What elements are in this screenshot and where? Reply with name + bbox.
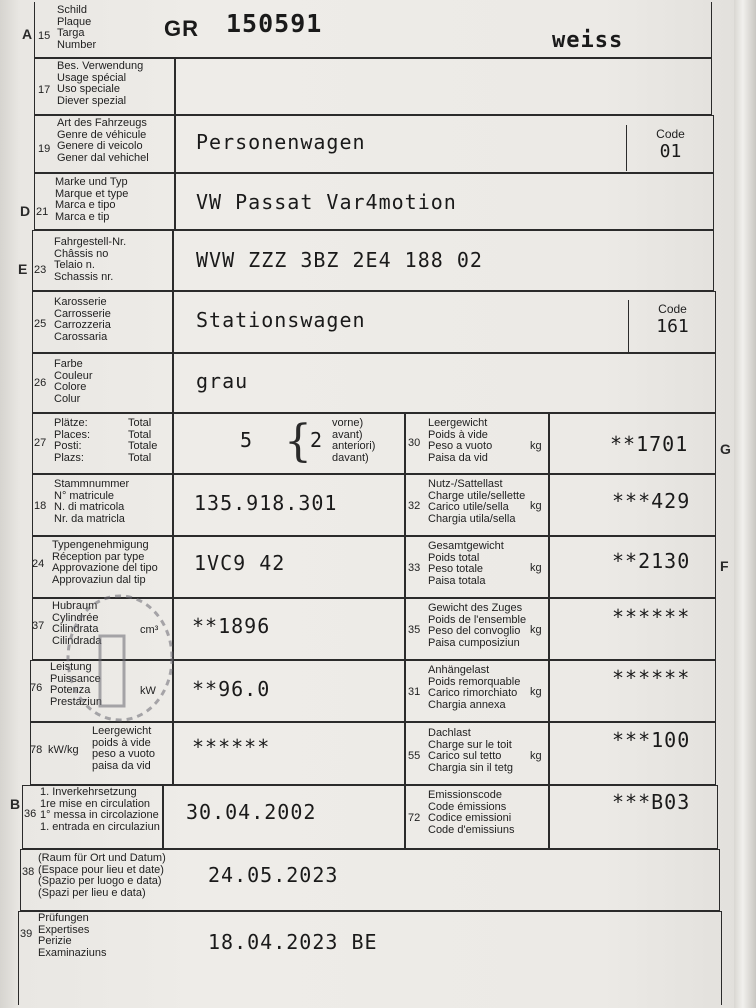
unit-kg: kg (530, 624, 542, 636)
plate-number: 150591 (226, 9, 323, 38)
displacement-value: **1896 (192, 614, 271, 638)
code-label: Code (658, 302, 687, 316)
side-letter-d: D (20, 203, 31, 219)
payload-value: ***429 (612, 489, 691, 513)
field-number-23: 23 (34, 264, 47, 276)
power-label: Leistung Puissance Potenza Prestaziun (50, 661, 102, 708)
displacement-label: Hubraum Cylindrée Cilindrata Cilindrada (52, 600, 102, 647)
divider (172, 291, 174, 353)
unit-kw-per-kg: kW/kg (48, 744, 79, 756)
seats-total: 5 (240, 428, 254, 452)
total-weight-value: **2130 (612, 549, 691, 573)
body-code-box (628, 300, 716, 352)
seats-label: Plätze: Places: Posti: Plazs: (54, 417, 91, 464)
chassis-label: Fahrgestell-Nr. Châssis no Telaio n. Schassis nr. (54, 236, 127, 283)
vehicle-kind-label: Art des Fahrzeugs Genre de véhicule Genere di veicolo Gener dal vehichel (57, 117, 149, 164)
field-number-17: 17 (38, 84, 51, 96)
field-number-39: 39 (20, 928, 33, 940)
seats-total-label: Total Total Totale Total (128, 417, 158, 464)
field-number-19: 19 (38, 143, 51, 155)
field-number-76: 76 (30, 682, 43, 694)
divider (162, 785, 164, 849)
side-letter-e: E (18, 261, 28, 277)
type-approval-value: 1VC9 42 (194, 551, 286, 575)
plate-canton: GR (164, 16, 199, 41)
inspections-label: Prüfungen Expertises Perizie Examinaziuns (38, 912, 107, 959)
field-number-32: 32 (408, 500, 421, 512)
unit-cm3: cm³ (140, 624, 159, 636)
code-label: Code (656, 127, 685, 141)
registry-number-value: 135.918.301 (194, 491, 338, 515)
unit-kg: kg (530, 686, 542, 698)
divider (174, 115, 176, 173)
power-value: **96.0 (192, 677, 271, 701)
field-number-55: 55 (408, 750, 421, 762)
divider (172, 353, 174, 413)
power-ratio-label: Leergewicht poids à vide peso a vuoto paisa da vid (92, 725, 155, 772)
power-ratio-value: ****** (192, 735, 271, 759)
field-number-38: 38 (22, 866, 35, 878)
empty-weight-value: **1701 (610, 432, 689, 456)
field-number-30: 30 (408, 437, 421, 449)
seats-front-label: vorne) avant) anteriori) davant) (332, 417, 376, 464)
chassis-value: WVW ZZZ 3BZ 2E4 188 02 (196, 248, 483, 272)
body-code: 161 (656, 316, 689, 337)
make-type-value: VW Passat Var4motion (196, 190, 457, 214)
color-row (32, 353, 716, 413)
emission-code-value: ***B03 (612, 790, 691, 814)
inspections-value: 18.04.2023 BE (208, 930, 378, 954)
inspections-row (18, 911, 722, 1005)
first-registration-label: 1. Inverkehrsetzung 1re mise en circulation 1° messa in circolazione 1. entrada en circulaziun (40, 786, 160, 833)
trailer-load-label: Anhängelast Poids remorquable Carico rimorchiato Chargia annexa (428, 664, 521, 711)
color-value: grau (196, 369, 249, 393)
field-number-21: 21 (36, 206, 49, 218)
total-weight-label: Gesamtgewicht Poids total Peso totale Paisa totala (428, 540, 504, 587)
field-number-18: 18 (34, 500, 47, 512)
train-weight-value: ****** (612, 605, 691, 629)
first-registration-value: 30.04.2002 (186, 800, 317, 824)
color-label: Farbe Couleur Colore Colur (54, 358, 93, 405)
type-approval-label: Typengenehmigung Réception par type Approvazione del tipo Approvaziun dal tip (52, 539, 158, 586)
side-letter-f: F (720, 558, 729, 574)
side-letter-g: G (720, 441, 731, 457)
trailer-load-value: ****** (612, 666, 691, 690)
faded-stamp (60, 588, 180, 738)
field-number-26: 26 (34, 377, 47, 389)
roof-load-value: ***100 (612, 728, 691, 752)
field-number-33: 33 (408, 562, 421, 574)
emission-code-label: Emissionscode Code émissions Codice emissioni Code d'emissiuns (428, 789, 515, 836)
special-use-label: Bes. Verwendung Usage spécial Uso speciale Diever spezial (57, 60, 144, 107)
vehicle-kind-value: Personenwagen (196, 130, 366, 154)
vehicle-kind-code-box (626, 125, 714, 171)
vehicle-kind-code: 01 (659, 141, 682, 162)
payload-label: Nutz-/Sattellast Charge utile/sellette Carico utile/sella Chargia utila/sella (428, 478, 526, 525)
place-date-label: (Raum für Ort und Datum) (Espace pour lieu et date) (Spazio per luogo e data) (Spazi per lieu e data) (38, 852, 166, 899)
plate-label: Schild Plaque Targa Number (57, 4, 97, 51)
unit-kg: kg (530, 440, 542, 452)
side-letter-a: A (22, 26, 33, 42)
place-date-value: 24.05.2023 (208, 863, 339, 887)
field-number-37: 37 (32, 620, 45, 632)
make-type-label: Marke und Typ Marque et type Marca e tipo Marca e tip (55, 176, 129, 223)
field-number-72: 72 (408, 812, 421, 824)
divider (174, 58, 176, 115)
field-number-35: 35 (408, 624, 421, 636)
divider (174, 173, 176, 230)
body-label: Karosserie Carrosserie Carrozzeria Carossaria (54, 296, 111, 343)
body-value: Stationswagen (196, 308, 366, 332)
seats-front: 2 (310, 428, 324, 452)
field-number-27: 27 (34, 437, 47, 449)
train-weight-label: Gewicht des Zuges Poids de l'ensemble Peso del convoglio Paisa cumposiziun (428, 602, 527, 649)
field-number-31: 31 (408, 686, 421, 698)
unit-kg: kg (530, 500, 542, 512)
divider (172, 230, 174, 291)
page-edge (734, 0, 756, 1008)
body-row (32, 291, 716, 353)
field-number-25: 25 (34, 318, 47, 330)
unit-kw: kW (140, 685, 156, 697)
unit-kg: kg (530, 562, 542, 574)
seats-brace: { (284, 416, 312, 467)
field-number-24: 24 (32, 558, 45, 570)
side-letter-b: B (10, 796, 21, 812)
field-number-36: 36 (24, 808, 37, 820)
plate-color: weiss (552, 28, 624, 53)
field-number-15: 15 (38, 30, 51, 42)
roof-load-label: Dachlast Charge sur le toit Carico sul tetto Chargia sin il tetg (428, 727, 513, 774)
empty-weight-label: Leergewicht Poids à vide Peso a vuoto Paisa da vid (428, 417, 493, 464)
field-number-78: 78 (30, 744, 43, 756)
unit-kg: kg (530, 750, 542, 762)
registry-number-label: Stammnummer N° matricule N. di matricola Nr. da matricla (54, 478, 130, 525)
